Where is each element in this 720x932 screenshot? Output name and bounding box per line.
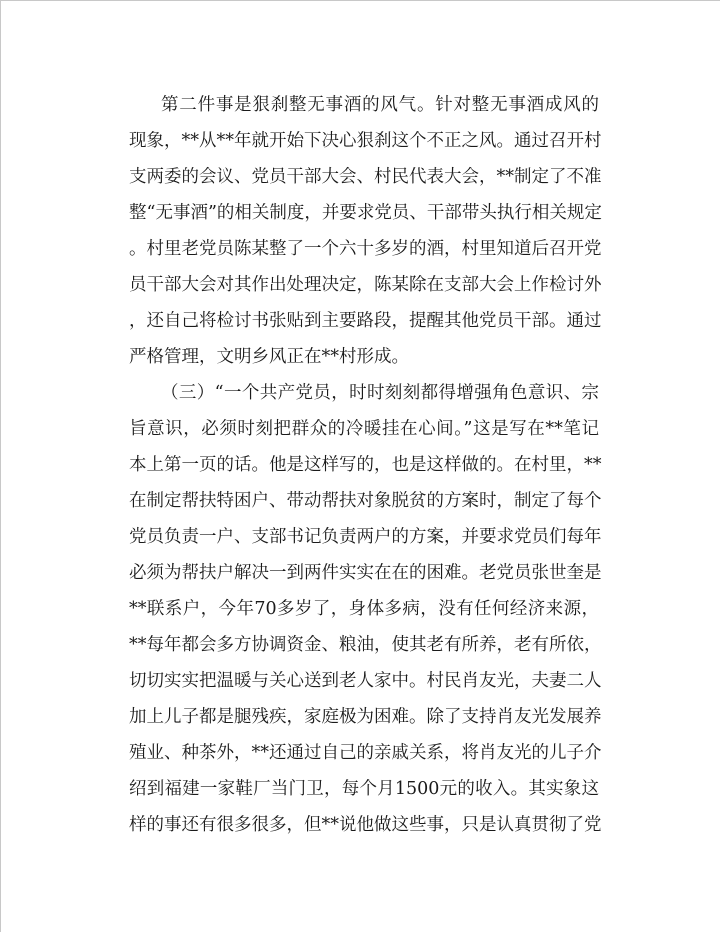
text-line: 绍到福建一家鞋厂当门卫，每个月1500元的收入。其实象这: [129, 779, 599, 799]
text-line: 样的事还有很多很多，但**说他做这些事，只是认真贯彻了党: [129, 815, 602, 835]
text-line: 严格管理，文明乡风正在**村形成。: [129, 347, 409, 367]
text-line: 在制定帮扶特困户、带动帮扶对象脱贫的方案时，制定了每个: [129, 491, 602, 511]
text-line: 第二件事是狠刹整无事酒的风气。针对整无事酒成风的: [161, 95, 599, 115]
text-line: （三）“一个共产党员，时时刻刻都得增强角色意识、宗: [161, 383, 599, 403]
text-line: 旨意识，必须时刻把群众的冷暖挂在心间。”这是写在**笔记: [129, 419, 599, 439]
text-line: 必须为帮扶户解决一到两件实实在在的困难。老党员张世奎是: [129, 563, 602, 583]
text-line: 整“无事酒”的相关制度，并要求党员、干部带头执行相关规定: [129, 203, 602, 223]
text-line: 。村里老党员陈某整了一个六十多岁的酒，村里知道后召开党: [129, 239, 602, 259]
text-line: 殖业、种茶外，**还通过自己的亲戚关系，将肖友光的儿子介: [129, 743, 602, 763]
text-line: **联系户，今年70多岁了，身体多病，没有任何经济来源，: [129, 599, 599, 619]
text-line: 支两委的会议、党员干部大会、村民代表大会，**制定了不准: [129, 167, 602, 187]
text-line: 员干部大会对其作出处理决定，陈某除在支部大会上作检讨外: [129, 275, 602, 295]
text-line: 本上第一页的话。他是这样写的，也是这样做的。在村里，**: [129, 455, 602, 475]
text-line: 加上儿子都是腿残疾，家庭极为困难。除了支持肖友光发展养: [129, 707, 602, 727]
text-line: **每年都会多方协调资金、粮油，使其老有所养，老有所依，: [129, 635, 602, 655]
text-line: 切切实实把温暖与关心送到老人家中。村民肖友光，夫妻二人: [129, 671, 602, 691]
text-line: 现象，**从**年就开始下决心狠刹这个不正之风。通过召开村: [129, 131, 602, 151]
text-line: ，还自己将检讨书张贴到主要路段，提醒其他党员干部。通过: [129, 311, 602, 331]
text-line: 党员负责一户、支部书记负责两户的方案，并要求党员们每年: [129, 527, 602, 547]
